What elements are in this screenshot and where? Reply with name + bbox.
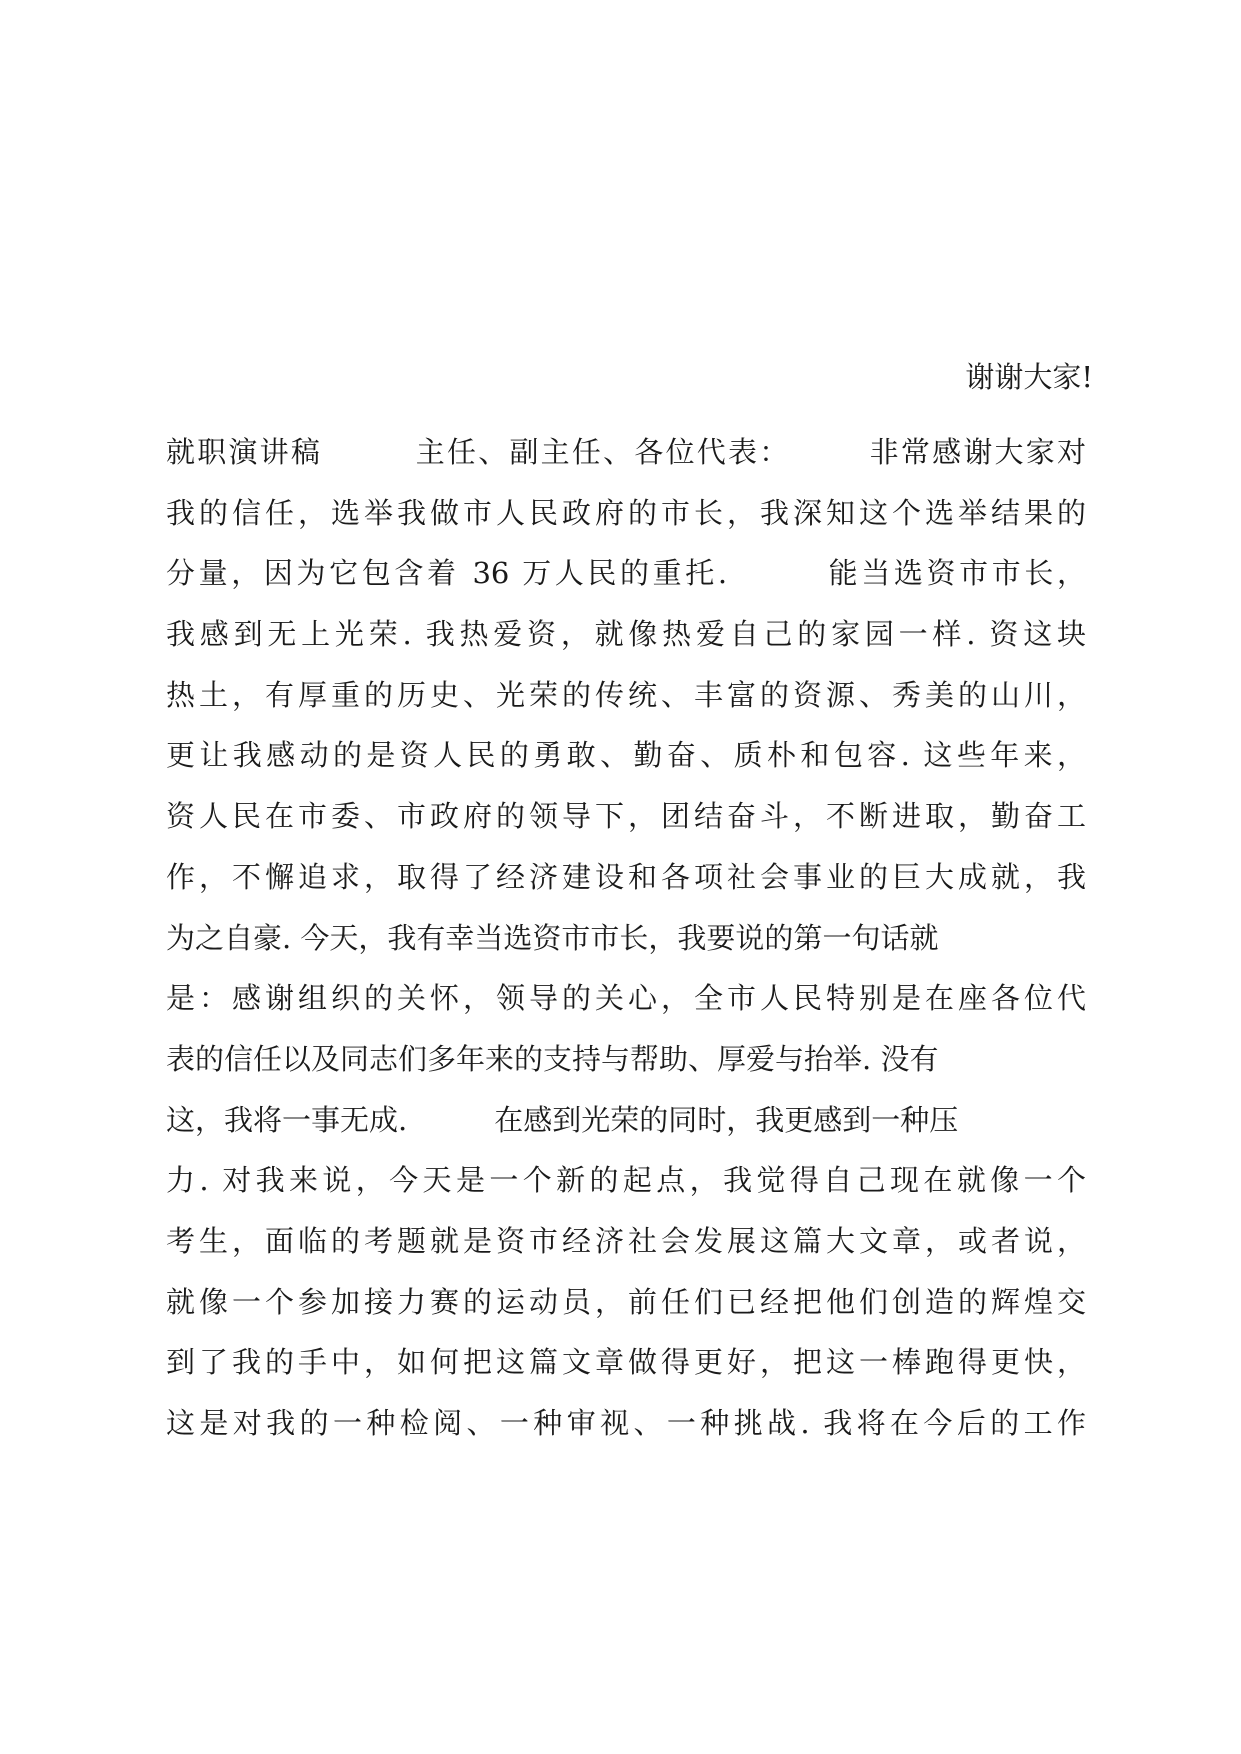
body-line: 热土，有厚重的历史、光荣的传统、丰富的资源、秀美的山川， (166, 677, 1086, 712)
body-line: 分量，因为它包含着 36 万人民的重托. 能当选资市市长， (166, 556, 1086, 591)
body-line: 是：感谢组织的关怀，领导的关心，全市人民特别是在座各位代 (166, 981, 1086, 1016)
body-line: 我感到无上光荣. 我热爱资，就像热爱自己的家园一样. 资这块 (166, 617, 1086, 652)
body-line: 这是对我的一种检阅、一种审视、一种挑战. 我将在今后的工作 (166, 1406, 1086, 1440)
body-line: 表的信任以及同志们多年来的支持与帮助、厚爱与抬举. 没有 (166, 1041, 939, 1076)
body-line: 作，不懈追求，取得了经济建设和各项社会事业的巨大成就，我 (166, 859, 1086, 894)
body-line: 我的信任，选举我做市人民政府的市长，我深知这个选举结果的 (166, 495, 1086, 530)
speech-body (166, 422, 1086, 1454)
body-line: 为之自豪. 今天，我有幸当选资市市长，我要说的第一句话就 (166, 920, 939, 955)
body-line: 到了我的手中，如何把这篇文章做得更好，把这一棒跑得更快， (166, 1345, 1086, 1380)
body-line: 这，我将一事无成. 在感到光荣的同时，我更感到一种压 (166, 1102, 959, 1137)
closing-line: 谢谢大家! (965, 360, 1093, 394)
body-line: 资人民在市委、市政府的领导下，团结奋斗，不断进取，勤奋工 (166, 799, 1086, 834)
body-line: 更让我感动的是资人民的勇敢、勤奋、质朴和包容. 这些年来， (166, 738, 1086, 773)
body-line: 力. 对我来说，今天是一个新的起点，我觉得自己现在就像一个 (166, 1163, 1086, 1198)
body-line: 就职演讲稿 主任、副主任、各位代表： 非常感谢大家对 (166, 435, 1086, 469)
body-line: 就像一个参加接力赛的运动员，前任们已经把他们创造的辉煌交 (166, 1284, 1086, 1319)
body-line: 考生，面临的考题就是资市经济社会发展这篇大文章，或者说， (166, 1223, 1086, 1258)
